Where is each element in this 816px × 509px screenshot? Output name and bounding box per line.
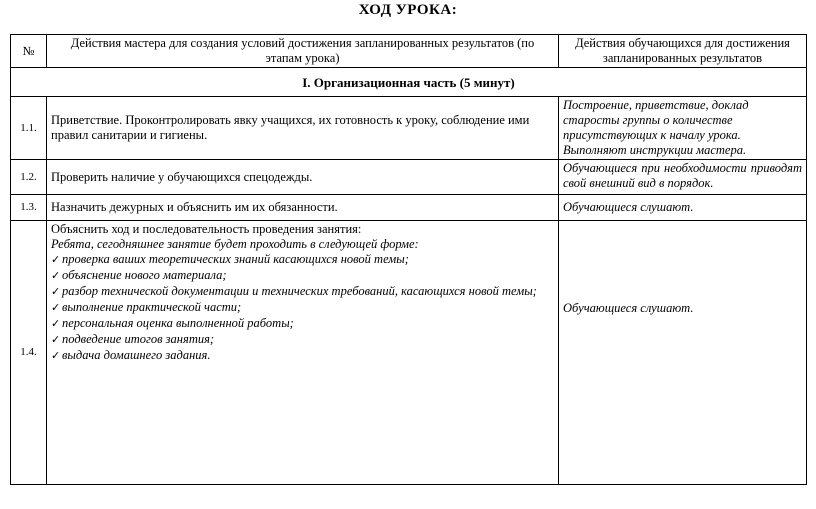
list-item: ✓ выдача домашнего задания. — [51, 348, 211, 362]
checkmark-icon: ✓ — [51, 254, 61, 266]
row-num: 1.1. — [11, 97, 47, 160]
row-num: 1.2. — [11, 160, 47, 195]
table-row — [11, 160, 807, 195]
table-row — [11, 221, 807, 485]
master-lead: Ребята, сегодняшнее занятие будет проходить в следующей форме: — [51, 237, 419, 251]
list-item: ✓ разбор технической документации и технических требований, касающихся новой темы; — [51, 284, 537, 298]
header-master-actions: Действия мастера для создания условий достижения запланированных результатов (по этапам урока) — [47, 35, 559, 68]
checkmark-icon: ✓ — [51, 334, 61, 346]
master-intro: Объяснить ход и последовательность проведения занятия: — [51, 222, 362, 236]
table-header-row — [11, 35, 807, 68]
checkmark-icon: ✓ — [51, 302, 61, 314]
row-student-actions: Построение, приветствие, доклад старосты группы о количестве присутствующих к началу урока. Выполняют инструкции мастера. — [559, 97, 807, 160]
list-item: ✓ подведение итогов занятия; — [51, 332, 215, 346]
checkmark-icon: ✓ — [51, 350, 61, 362]
row-master-actions: Назначить дежурных и объяснить им их обязанности. — [47, 195, 559, 221]
checkmark-icon: ✓ — [51, 286, 61, 298]
row-num: 1.4. — [11, 221, 47, 485]
row-master-actions: Приветствие. Проконтролировать явку учащихся, их готовность к уроку, соблюдение ими правил санитарии и гигиены. — [47, 97, 559, 160]
checkmark-icon: ✓ — [51, 270, 61, 282]
row-master-actions — [47, 221, 559, 485]
list-item: ✓ персональная оценка выполненной работы; — [51, 316, 294, 330]
row-master-actions: Проверить наличие у обучающихся спецодежды. — [47, 160, 559, 195]
row-student-actions: Обучающиеся слушают. — [559, 221, 807, 485]
master-checklist — [51, 252, 554, 364]
table-row — [11, 195, 807, 221]
list-item: ✓ объяснение нового материала; — [51, 268, 227, 282]
checkmark-icon: ✓ — [51, 318, 61, 330]
table-row — [11, 97, 807, 160]
header-num: № — [11, 35, 47, 68]
row-num: 1.3. — [11, 195, 47, 221]
header-student-actions: Действия обучающихся для достижения запланированных результатов — [559, 35, 807, 68]
lesson-table — [10, 34, 807, 485]
section-title: I. Организационная часть (5 минут) — [11, 68, 807, 97]
row-student-actions: Обучающиеся при необходимости приводят свой внешний вид в порядок. — [559, 160, 807, 195]
page-title: ХОД УРОКА: — [358, 2, 458, 18]
section-row — [11, 68, 807, 97]
list-item: ✓ выполнение практической части; — [51, 300, 242, 314]
row-student-actions: Обучающиеся слушают. — [559, 195, 807, 221]
list-item: ✓ проверка ваших теоретических знаний касающихся новой темы; — [51, 252, 409, 266]
